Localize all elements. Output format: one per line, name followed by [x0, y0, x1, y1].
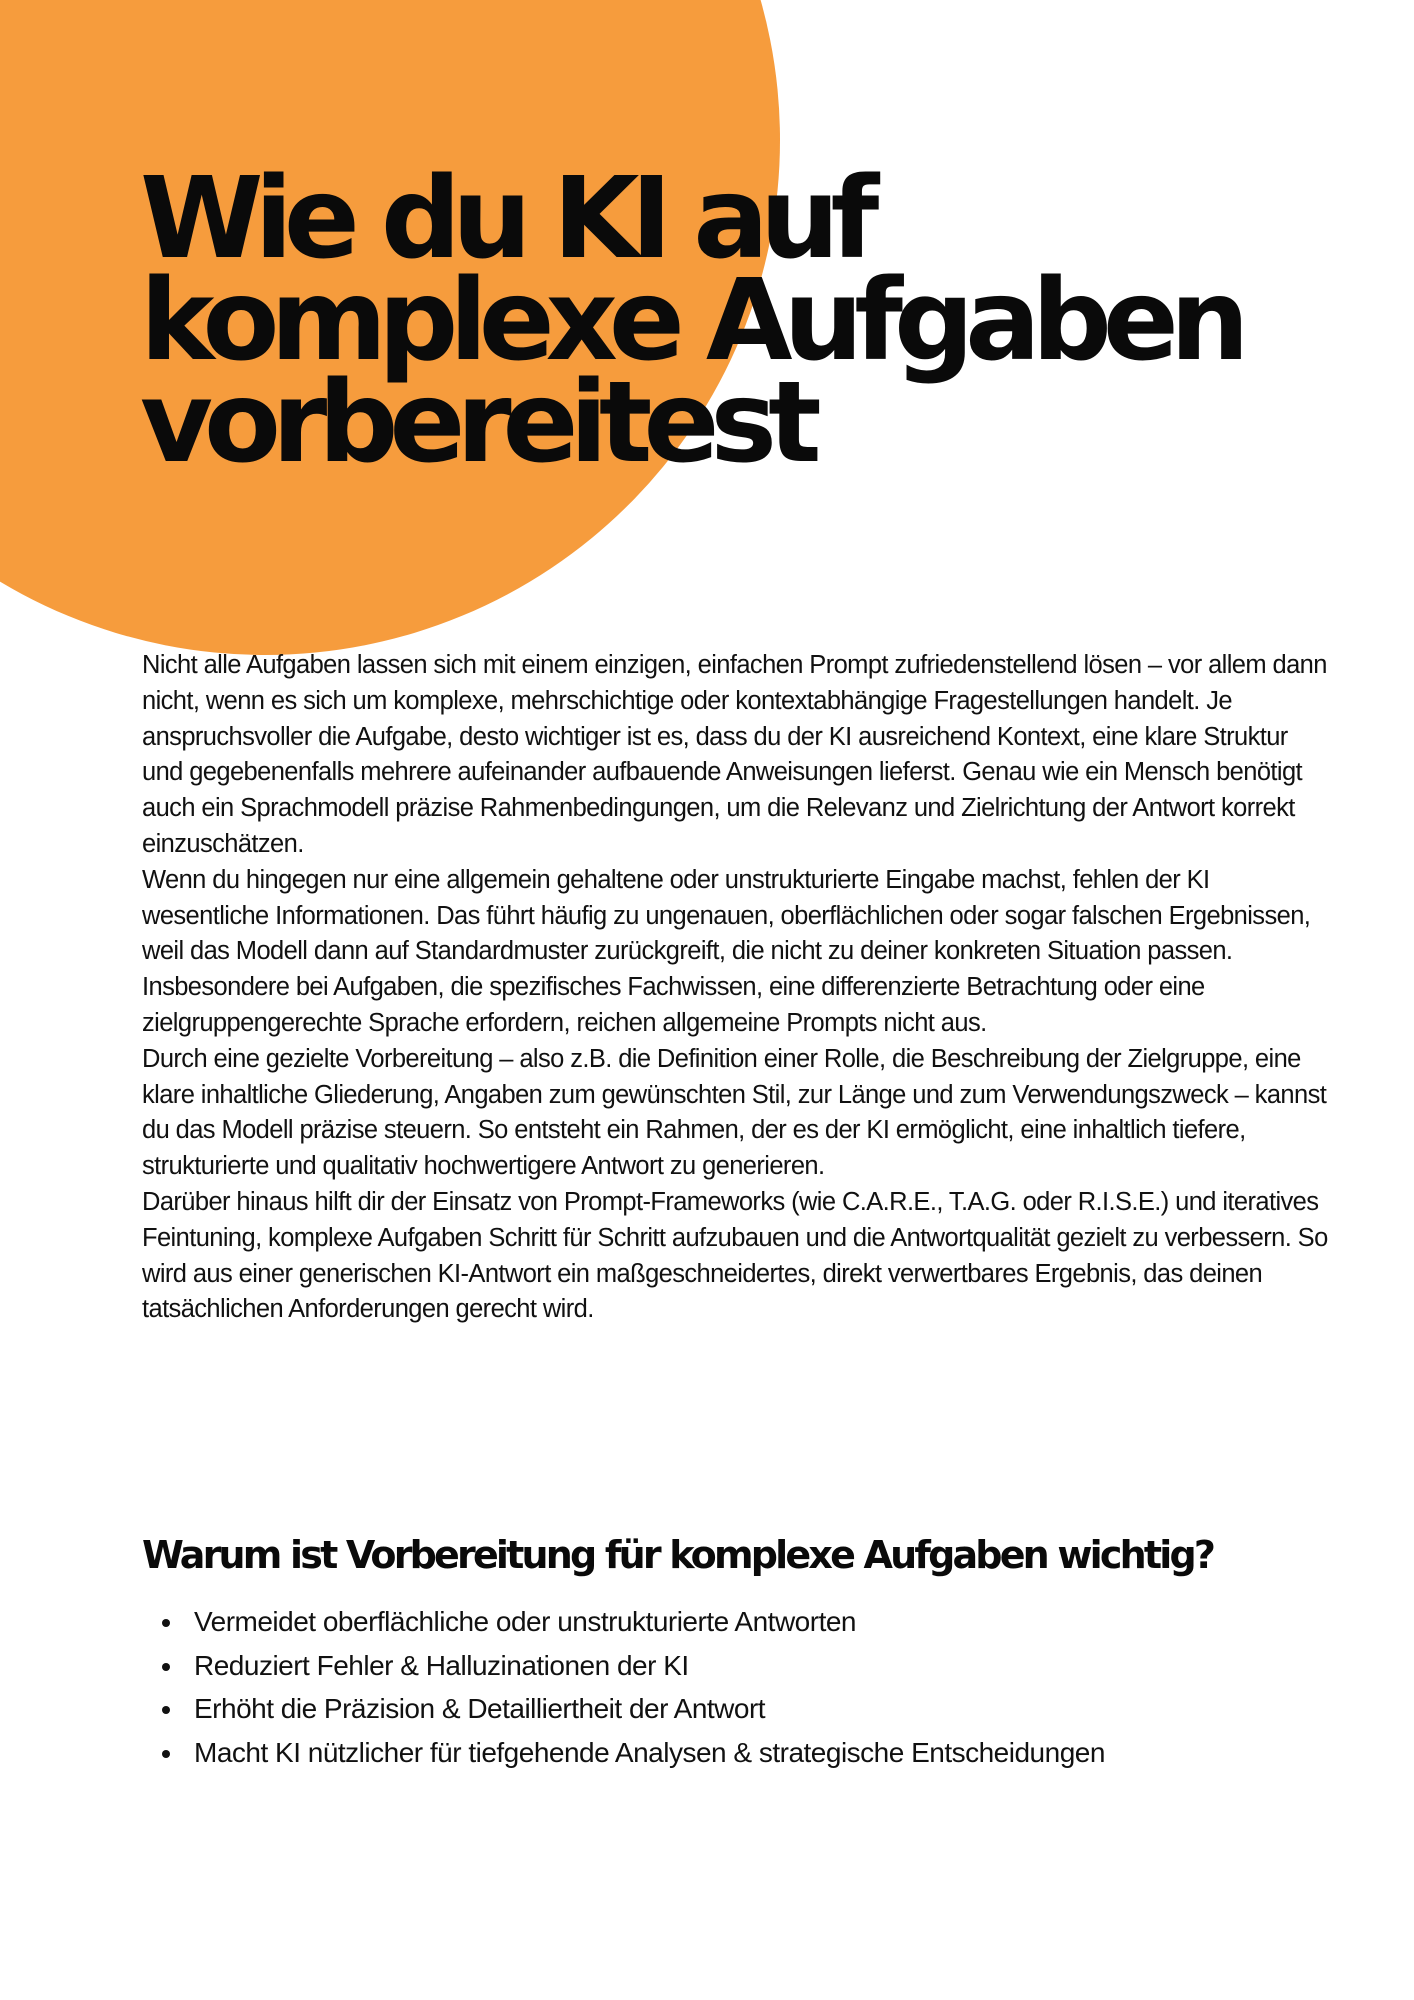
list-item-text: Vermeidet oberflächliche oder unstrukturierte Antworten — [194, 1606, 856, 1637]
bullet-dot-icon — [162, 1750, 170, 1758]
section-heading: Warum ist Vorbereitung für komplexe Aufgaben wichtig? — [142, 1533, 1214, 1577]
paragraph-4: Darüber hinaus hilft dir der Einsatz von Prompt-Frameworks (wie C.A.R.E., T.A.G. oder R.I.S.E.) und iteratives Feintuning, komplexe Aufgaben Schritt für Schritt aufzubauen und die Antwortqualität gezielt zu verbessern. So wird aus einer generischen KI-Antwort ein maßgeschneidertes, direkt verwertbares Ergebnis, das deinen tatsächlichen Anforderungen gerecht wird. — [142, 1187, 1328, 1324]
page-title-line-1: Wie du KI auf — [140, 154, 871, 284]
paragraph-3: Durch eine gezielte Vorbereitung – also z.B. die Definition einer Rolle, die Beschreibung der Zielgruppe, eine klare inhaltliche Gliederung, Angaben zum gewünschten Stil, zur Länge und zum Verwendungszweck – kannst du das Modell präzise steuern. So entsteht ein Rahmen, der es der KI ermöglicht, eine inhaltlich tiefere, strukturierte und qualitativ hochwertigere Antwort zu generieren. — [142, 1044, 1327, 1181]
intro-body — [142, 648, 1332, 1328]
page-title-line-3: vorbereitest — [140, 358, 813, 488]
list-item-text: Reduziert Fehler & Halluzinationen der KI — [194, 1649, 689, 1681]
page-title — [140, 154, 1380, 488]
bullet-dot-icon — [162, 1619, 170, 1627]
page-title-line-2: komplexe Aufgaben — [140, 256, 1241, 386]
paragraph-1: Nicht alle Aufgaben lassen sich mit einem einzigen, einfachen Prompt zufriedenstellend lösen – vor allem dann nicht, wenn es sich um komplexe, mehrschichtige oder kontextabhängige Fragestellungen handelt. Je anspruchsvoller die Aufgabe, desto wichtiger ist es, dass du der KI ausreichend Kontext, eine klare Struktur und gegebenenfalls mehrere aufeinander aufbauende Anweisungen lieferst. Genau wie ein Mensch benötigt auch ein Sprachmodell präzise Rahmenbedingungen, um die Relevanz und Zielrichtung der Antwort korrekt einzuschätzen. — [142, 651, 1327, 858]
paragraph-2: Wenn du hingegen nur eine allgemein gehaltene oder unstrukturierte Eingabe machst, fehlen der KI wesentliche Informationen. Das führt häufig zu ungenauen, oberflächlichen oder sogar falschen Ergebnissen, weil das Modell dann auf Standardmuster zurückgreift, die nicht zu deiner konkreten Situation passen. Insbesondere bei Aufgaben, die spezifisches Fachwissen, eine differenzierte Betrachtung oder eine zielgruppengerechte Sprache erfordern, reichen allgemeine Prompts nicht aus. — [142, 865, 1311, 1037]
benefits-list — [142, 1600, 1342, 1774]
list-item-text: Macht KI nützlicher für tiefgehende Analysen & strategische Entscheidungen — [194, 1736, 1105, 1768]
list-item — [142, 1600, 1342, 1644]
list-item — [142, 1644, 1342, 1688]
bullet-dot-icon — [162, 1663, 170, 1671]
bullet-dot-icon — [162, 1706, 170, 1714]
list-item-text: Erhöht die Präzision & Detailliertheit der Antwort — [194, 1693, 766, 1724]
list-item — [142, 1731, 1342, 1775]
list-item — [142, 1687, 1342, 1731]
